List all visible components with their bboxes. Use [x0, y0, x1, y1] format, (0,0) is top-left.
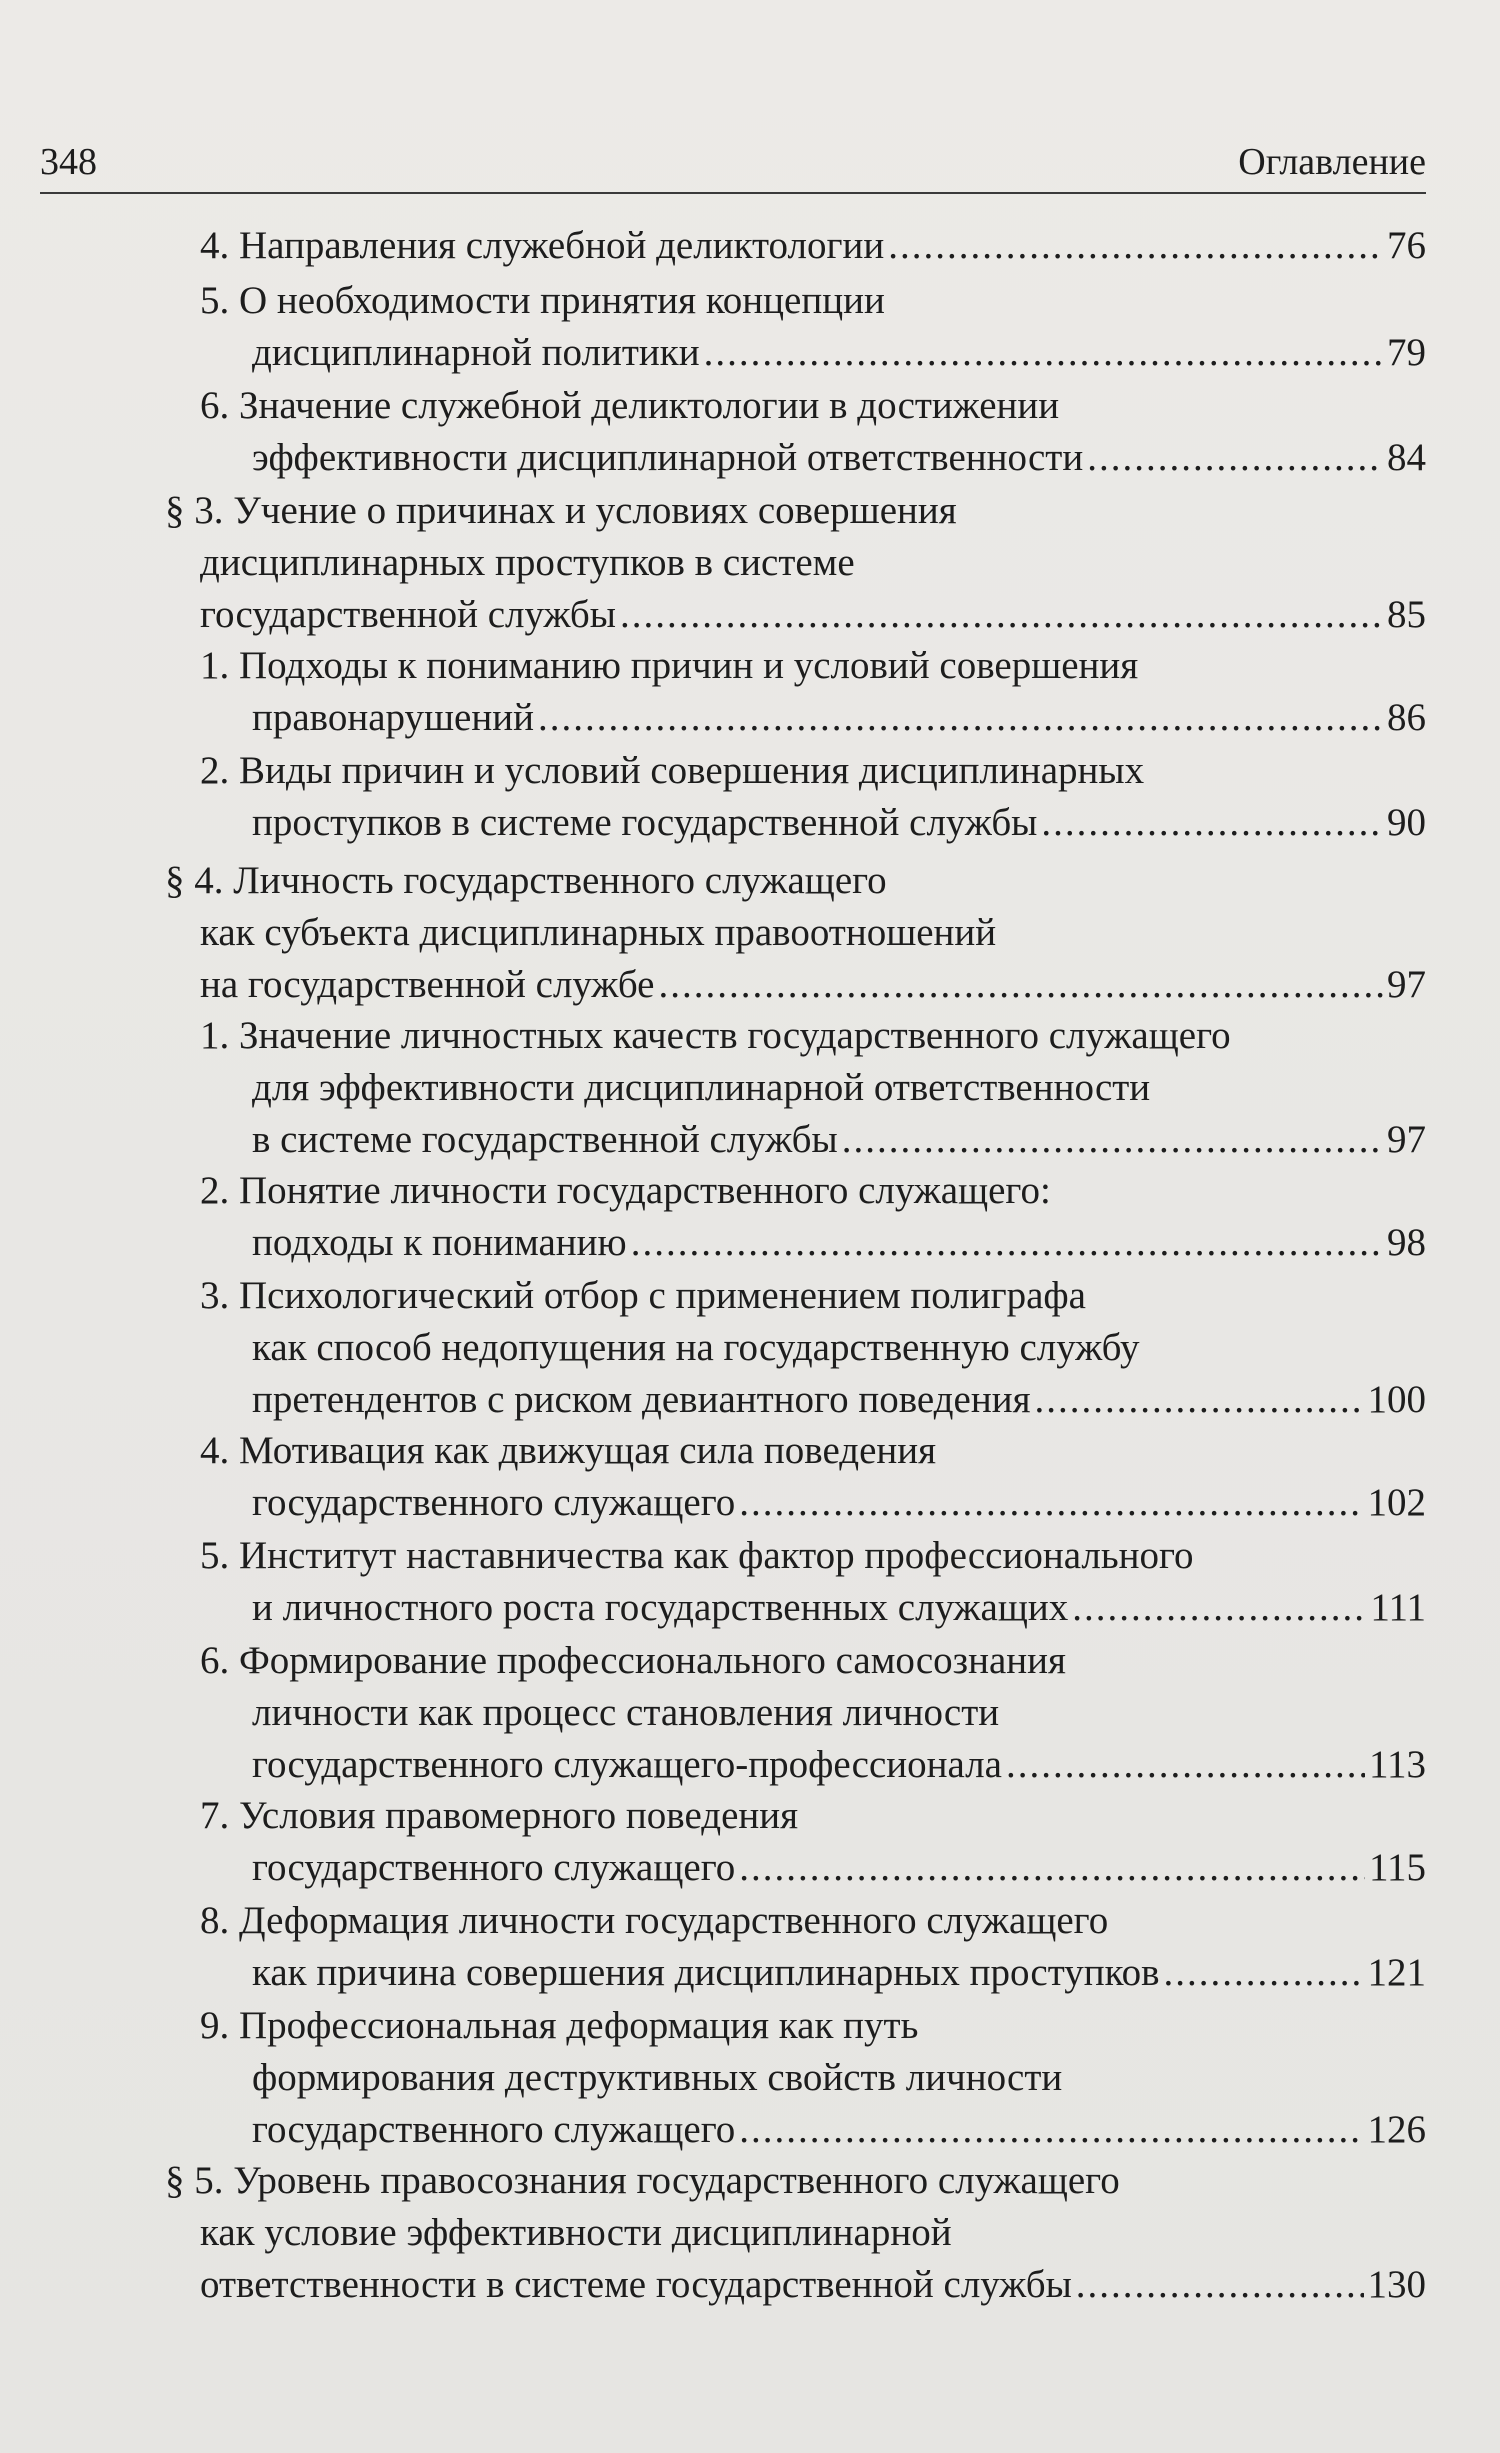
toc-entry-last-line: [200, 1842, 1426, 1894]
toc-entry: [200, 380, 1426, 484]
toc-entry-last-line: [200, 1947, 1426, 1999]
toc-entry-text: 6. Значение служебной деликтологии в достижении: [200, 384, 1060, 427]
toc-entry: [200, 745, 1426, 849]
toc-entry-text: государственного служащего-профессионала: [252, 1743, 1002, 1786]
toc-entry-line: [200, 1165, 1426, 1217]
toc-entry-line: [200, 1895, 1426, 1947]
toc-entry-last-line: [200, 432, 1426, 484]
dot-leader: [739, 1477, 1363, 1529]
toc-entry-line: [165, 855, 1426, 907]
toc-entry: [165, 2155, 1426, 2311]
toc-page-number: 86: [1387, 696, 1426, 739]
toc-entry-text: 2. Понятие личности государственного служащего:: [200, 1169, 1051, 1212]
toc-entry-line: [165, 907, 1426, 959]
toc-entry-last-line: [165, 2259, 1426, 2311]
toc-entry-text: как субъекта дисциплинарных правоотношений: [200, 911, 997, 954]
toc-page-number: 130: [1367, 2263, 1426, 2306]
toc-entry-last-line: [200, 1477, 1426, 1529]
toc-entry: [200, 1635, 1426, 1791]
toc-entry-text: государственного служащего: [252, 2108, 736, 2151]
toc-entry: [200, 1010, 1426, 1166]
toc-page-number: 115: [1368, 1846, 1426, 1889]
toc-entry-line: [200, 380, 1426, 432]
toc-entry-line: [200, 1270, 1426, 1322]
dot-leader: [620, 589, 1383, 641]
toc-entry-text: 5. Институт наставничества как фактор профессионального: [200, 1534, 1194, 1577]
toc-entry-last-line: [200, 327, 1426, 379]
toc-entry-line: [200, 640, 1426, 692]
toc-entry-text: 4. Направления служебной деликтологии: [200, 224, 885, 267]
toc-entry-text: 9. Профессиональная деформация как путь: [200, 2004, 919, 2047]
toc-entry-text: 5. О необходимости принятия концепции: [200, 279, 885, 322]
toc-entry: [200, 1895, 1426, 1999]
toc-page-number: 126: [1367, 2108, 1426, 2151]
toc-entry-line: [200, 1425, 1426, 1477]
toc-page-number: 111: [1370, 1586, 1426, 1629]
toc-entry-text: государственной службы: [200, 593, 616, 636]
toc-entry: [200, 1425, 1426, 1529]
toc-entry-line: [200, 745, 1426, 797]
toc-entry-last-line: [200, 692, 1426, 744]
toc-entry-line: [165, 485, 1426, 537]
toc-entry-last-line: [200, 1374, 1426, 1426]
dot-leader: [538, 692, 1383, 744]
toc-entry-text: подходы к пониманию: [252, 1221, 627, 1264]
toc-entry-text: 1. Подходы к пониманию причин и условий совершения: [200, 644, 1139, 687]
dot-leader: [658, 959, 1383, 1011]
toc-entry-line: [200, 2000, 1426, 2052]
toc-entry-text: 1. Значение личностных качеств государственного служащего: [200, 1014, 1231, 1057]
toc-entry-line: [200, 1635, 1426, 1687]
toc-entry-line: [165, 537, 1426, 589]
toc-entry-last-line: [200, 1217, 1426, 1269]
toc-entry-last-line: [200, 797, 1426, 849]
toc-entry-text: дисциплинарной политики: [252, 331, 700, 374]
toc-page-number: 97: [1387, 963, 1426, 1006]
toc-entry-last-line: [200, 220, 1426, 272]
toc-entry-last-line: [200, 1739, 1426, 1791]
toc-entry-line: [200, 275, 1426, 327]
toc-entry-line: [200, 1687, 1426, 1739]
toc-entry-text: формирования деструктивных свойств личности: [252, 2056, 1063, 2099]
toc-entry-line: [165, 2207, 1426, 2259]
dot-leader: [739, 2104, 1363, 2156]
toc-entry-text: 7. Условия правомерного поведения: [200, 1794, 799, 1837]
toc-page-number: 76: [1387, 224, 1426, 267]
toc-page-number: 97: [1387, 1118, 1426, 1161]
toc-entry-text: дисциплинарных проступков в системе: [200, 541, 855, 584]
toc-page-number: 100: [1367, 1378, 1426, 1421]
toc-entry-last-line: [200, 1582, 1426, 1634]
toc-page-number: 79: [1387, 331, 1426, 374]
toc-entry-line: [200, 1322, 1426, 1374]
toc-entry-text: 6. Формирование профессионального самосознания: [200, 1639, 1066, 1682]
toc-page-number: 85: [1387, 593, 1426, 636]
dot-leader: [631, 1217, 1383, 1269]
dot-leader: [1041, 797, 1383, 849]
toc-entry: [200, 220, 1426, 272]
toc-entry-text: претендентов с риском девиантного поведения: [252, 1378, 1031, 1421]
toc-entry-text: государственного служащего: [252, 1481, 736, 1524]
toc-entry-text: 2. Виды причин и условий совершения дисциплинарных: [200, 749, 1145, 792]
toc-entry-last-line: [200, 1114, 1426, 1166]
toc-entry-text: 8. Деформация личности государственного служащего: [200, 1899, 1109, 1942]
toc-page-number: 98: [1387, 1221, 1426, 1264]
toc-entry-text: как причина совершения дисциплинарных проступков: [252, 1951, 1160, 1994]
toc-entry-last-line: [165, 959, 1426, 1011]
toc-entry: [200, 275, 1426, 379]
dot-leader: [1087, 432, 1383, 484]
toc-entry-text: личности как процесс становления личности: [252, 1691, 1000, 1734]
toc-entry-line: [200, 2052, 1426, 2104]
toc-entry: [200, 1270, 1426, 1426]
toc-entry: [200, 640, 1426, 744]
toc-entry-text: 3. Психологический отбор с применением полиграфа: [200, 1274, 1086, 1317]
toc-entry: [165, 485, 1426, 641]
toc-entry-text: проступков в системе государственной службы: [252, 801, 1038, 844]
toc-entry-last-line: [200, 2104, 1426, 2156]
toc-entry: [200, 2000, 1426, 2156]
toc-entry-text: как условие эффективности дисциплинарной: [200, 2211, 952, 2254]
dot-leader: [704, 327, 1383, 379]
toc-entry-text: как способ недопущения на государственную службу: [252, 1326, 1140, 1369]
toc-entry: [165, 855, 1426, 1011]
dot-leader: [1164, 1947, 1364, 1999]
dot-leader: [739, 1842, 1365, 1894]
toc-entry-text: в системе государственной службы: [252, 1118, 838, 1161]
dot-leader: [1006, 1739, 1365, 1791]
toc-entry-last-line: [165, 589, 1426, 641]
toc-entry-text: на государственной службе: [200, 963, 655, 1006]
dot-leader: [888, 220, 1383, 272]
toc-entry-text: эффективности дисциплинарной ответственности: [252, 436, 1084, 479]
toc-entry-line: [200, 1010, 1426, 1062]
dot-leader: [1035, 1374, 1364, 1426]
toc-entry-text: и личностного роста государственных служащих: [252, 1586, 1069, 1629]
dot-leader: [1076, 2259, 1364, 2311]
toc-entry-text: § 4. Личность государственного служащего: [165, 859, 887, 902]
toc-entry-line: [165, 2155, 1426, 2207]
toc-page-number: 113: [1368, 1743, 1426, 1786]
toc-entry-text: 4. Мотивация как движущая сила поведения: [200, 1429, 937, 1472]
toc-page-number: 90: [1387, 801, 1426, 844]
page-number: 348: [40, 141, 97, 183]
toc-entry-line: [200, 1062, 1426, 1114]
toc-entry: [200, 1790, 1426, 1894]
toc-entry-text: § 3. Учение о причинах и условиях совершения: [165, 489, 957, 532]
dot-leader: [842, 1114, 1383, 1166]
toc-entry-line: [200, 1530, 1426, 1582]
toc-entry-line: [200, 1790, 1426, 1842]
toc-entry-text: правонарушений: [252, 696, 534, 739]
toc-page-number: 121: [1367, 1951, 1426, 1994]
toc-entry: [200, 1530, 1426, 1634]
dot-leader: [1072, 1582, 1366, 1634]
toc-page-number: 84: [1387, 436, 1426, 479]
toc-entry-text: для эффективности дисциплинарной ответственности: [252, 1066, 1151, 1109]
toc-entry-text: государственного служащего: [252, 1846, 736, 1889]
running-title: Оглавление: [1238, 141, 1426, 183]
toc-entry: [200, 1165, 1426, 1269]
toc-page-number: 102: [1367, 1481, 1426, 1524]
toc-entry-text: ответственности в системе государственной службы: [200, 2263, 1072, 2306]
toc-entry-text: § 5. Уровень правосознания государственного служащего: [165, 2159, 1120, 2202]
